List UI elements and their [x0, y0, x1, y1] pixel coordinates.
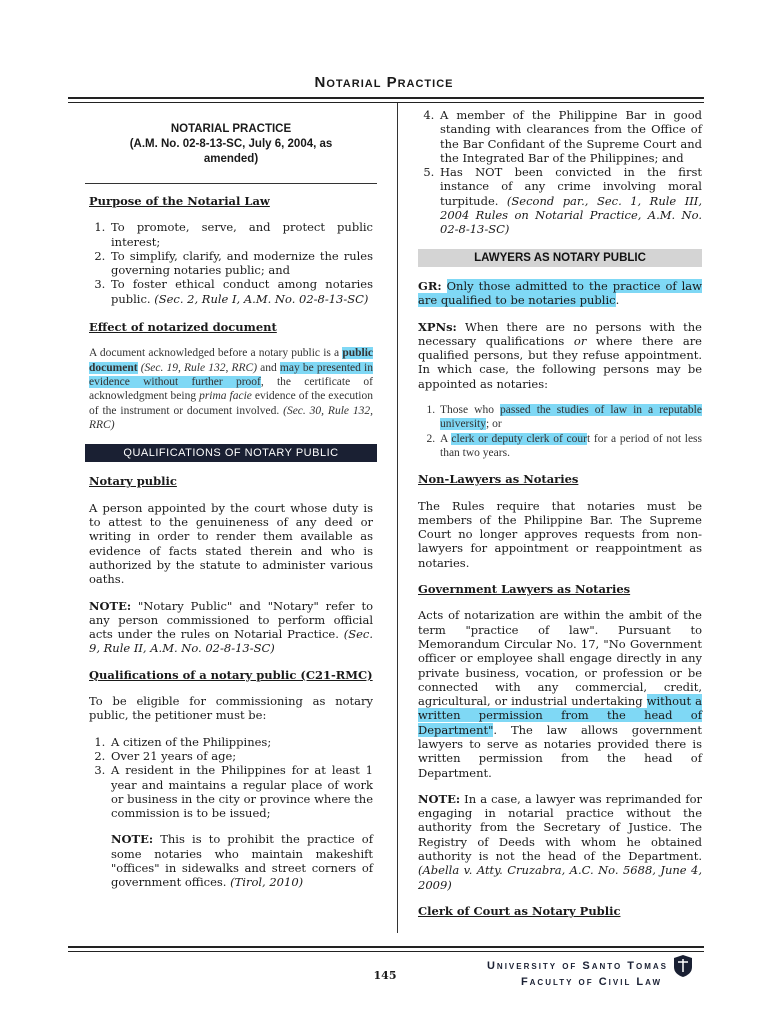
divider-line: [85, 183, 377, 184]
header-rule: [68, 97, 704, 99]
effect-paragraph: A document acknowledged before a notary public is a public document (Sec. 19, Rule 132, RRC) and may be presented in evidence without further proof, the certificate of acknowledgment being prima facie evidence of the execution of the instrument or document involved. (Sec. 30, Rule 132, RRC): [89, 347, 374, 431]
faculty-name: Faculty of Civil Law: [520, 976, 662, 988]
highlight: clerk or deputy clerk of cour: [451, 432, 587, 445]
heading-government-lawyers: Government Lawyers as Notaries: [418, 582, 631, 597]
note-paragraph: NOTE: "Notary Public" and "Notary" refer to any person commissioned to perform official acts under the rules on Notarial Practice. (Sec. 9, Rule II, A.M. No. 02-8-13-SC): [89, 598, 373, 656]
qualifications-list: [89, 735, 373, 821]
list-item: 1. To promote, serve, and protect public interest;: [109, 220, 373, 249]
highlight: passed the studies of law in a reputable university: [440, 404, 702, 431]
heading-non-lawyers: Non-Lawyers as Notaries: [418, 472, 579, 487]
column-divider: [397, 103, 398, 933]
exceptions-list: [418, 403, 702, 460]
section-title: NOTARIAL PRACTICE (A.M. No. 02-8-13-SC, July 6, 2004, as amended): [129, 123, 333, 165]
heading-notary-public: Notary public: [89, 474, 177, 489]
exceptions: XPNs: When there are no persons with the necessary qualifications or where there are qualified persons, but they refuse appointment. In which case, the following persons may be appointed as notaries:: [418, 319, 702, 391]
highlight: public document: [89, 347, 373, 374]
right-column: [418, 108, 702, 918]
page-number: 145: [373, 969, 397, 982]
general-rule: GR: Only those admitted to the practice of law are qualified to be notaries public.: [418, 278, 702, 308]
list-item: 2. Over 21 years of age;: [109, 749, 373, 763]
list-item: 3. A resident in the Philippines for at least 1 year and maintains a regular place of work or business in the city or province where the commission is to be issued;: [109, 763, 373, 820]
list-item: 2. A clerk or deputy clerk of court for a period of not less than two years.: [438, 432, 702, 461]
list-item: 1. Those who passed the studies of law in a reputable university; or: [438, 403, 702, 432]
purpose-list: [89, 220, 373, 306]
list-item: 1. A citizen of the Philippines;: [109, 735, 373, 749]
footer-rule: [68, 946, 704, 948]
heading-clerk-of-court: Clerk of Court as Notary Public: [418, 903, 621, 918]
list-item: 3. To foster ethical conduct among notaries public. (Sec. 2, Rule I, A.M. No. 02-8-13-SC): [109, 277, 373, 306]
list-item: 5. Has NOT been convicted in the first instance of any crime involving moral turpitude. (Second par., Sec. 1, Rule III, 2004 Rules on Notarial Practice, A.M. No. 02-8-13-SC): [438, 165, 702, 236]
university-seal-icon: [672, 954, 694, 978]
heading-purpose: Purpose of the Notarial Law: [89, 194, 270, 208]
qualifications-list-cont: [418, 108, 702, 237]
highlight: may be presented in evidence without further proof: [89, 361, 373, 388]
government-lawyers-text: Acts of notarization are within the ambit of the term "practice of law". Pursuant to Memorandum Circular No. 17, "No Government officer or employee shall engage directly in any private business, vocation, or profession or be connected with any commercial, credit, agricultural, or industrial undertaking without a written permission from the head of Department". The law allows government lawyers to serve as notaries provided there is written permission from the head of Department.: [418, 608, 702, 780]
heading-effect: Effect of notarized document: [89, 320, 277, 335]
heading-qualifications: Qualifications of a notary public (C21-RMC): [89, 667, 373, 682]
non-lawyers-text: The Rules require that notaries must be members of the Philippine Bar. The Supreme Court no longer approves requests from non-lawyers for appointment or reappointment as notaries.: [418, 498, 702, 570]
note-paragraph: NOTE: This is to prohibit the practice of some notaries who maintain makeshift "offices" in sidewalks and street corners of government offices. (Tirol, 2010): [111, 832, 373, 890]
highlight: without a written permission from the head of Department": [418, 694, 702, 737]
lawyers-banner: LAWYERS AS NOTARY PUBLIC: [418, 249, 702, 267]
qualifications-banner: QUALIFICATIONS OF NOTARY PUBLIC: [85, 444, 377, 462]
university-name: University of Santo Tomas: [486, 960, 668, 972]
notary-definition: A person appointed by the court whose duty is to attest to the genuineness of any deed or writing in order to render them available as evidence of facts stated therein and who is authorized by the statute to administer various oaths.: [89, 500, 373, 587]
qualifications-intro: To be eligible for commissioning as notary public, the petitioner must be:: [89, 694, 373, 723]
list-item: 2. To simplify, clarify, and modernize the rules governing notaries public; and: [109, 249, 373, 278]
header-rule-thin: [68, 102, 704, 103]
left-column: [89, 112, 373, 890]
note-paragraph: NOTE: In a case, a lawyer was reprimanded for engaging in notarial practice without the authority from the Secretary of Justice. The Registry of Deeds with whom he obtained authority is not the head of the Department. (Abella v. Atty. Cruzabra, A.C. No. 5688, June 4, 2009): [418, 791, 702, 892]
list-item: 4. A member of the Philippine Bar in good standing with clearances from the Office of the Bar Confidant of the Supreme Court and the Integrated Bar of the Philippines; and: [438, 108, 702, 165]
running-header: Notarial Practice: [314, 74, 454, 91]
footer-rule-thin: [68, 951, 704, 952]
highlight: Only those admitted to the practice of law are qualified to be notaries public: [418, 278, 702, 308]
